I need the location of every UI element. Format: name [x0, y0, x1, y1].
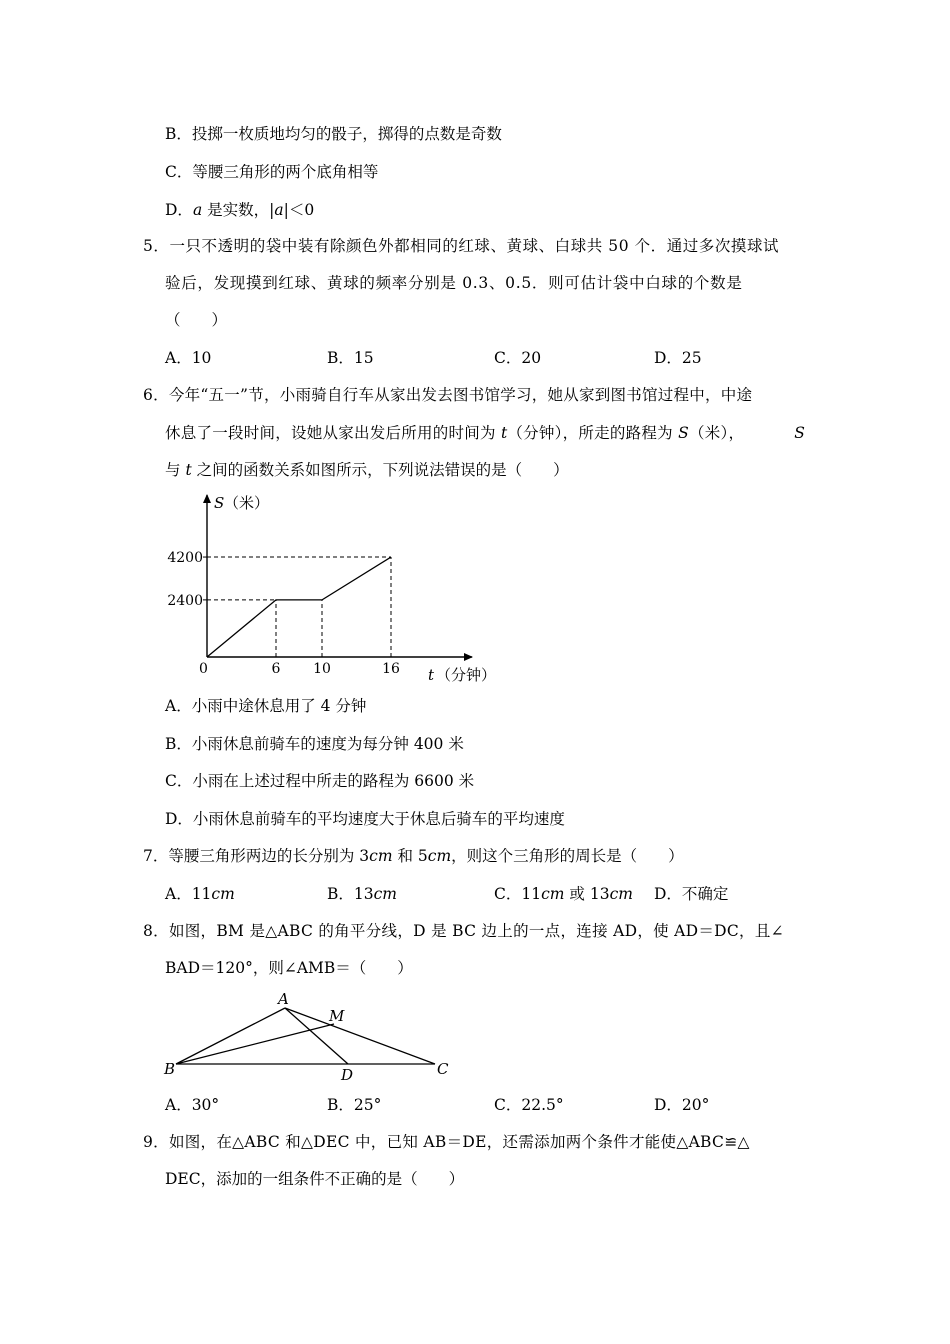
q7-option-d: D．不确定 — [654, 885, 729, 903]
q5-option-c: C．20 — [494, 349, 542, 367]
label-a: A — [278, 990, 289, 1008]
q6-stem-line3: 与 t 之间的函数关系如图所示，下列说法错误的是（ ） — [165, 461, 569, 479]
q5-stem-line2: 验后，发现摸到红球、黄球的频率分别是 0.3、0.5．则可估计袋中白球的个数是 — [165, 274, 743, 292]
q8-option-d: D．20° — [654, 1096, 710, 1114]
x-axis-label-var: t — [428, 666, 435, 684]
q5-stem-line1: 5．一只不透明的袋中装有除颜色外都相同的红球、黄球、白球共 50 个．通过多次摸球试 — [143, 237, 780, 255]
distance-time-chart — [167, 490, 497, 690]
q7-stem: 7．等腰三角形两边的长分别为 3cm 和 5cm，则这个三角形的周长是（ ） — [143, 847, 684, 865]
q4-option-b: B．投掷一枚质地均匀的骰子，掷得的点数是奇数 — [165, 125, 502, 143]
q8-option-a: A．30° — [165, 1096, 220, 1114]
q4-option-c: C．等腰三角形的两个底角相等 — [165, 163, 379, 181]
q6-stem-line1: 6．今年“五一”节，小雨骑自行车从家出发去图书馆学习，她从家到图书馆过程中，中途 — [143, 386, 753, 404]
label-m: M — [329, 1007, 345, 1025]
y-tick-label-2400: 2400 — [167, 592, 203, 609]
triangle-figure — [160, 988, 460, 1083]
q7-option-b: B．13cm — [327, 885, 398, 903]
segment-ac — [285, 1008, 435, 1064]
label-b: B — [164, 1060, 176, 1078]
q6-option-a: A．小雨中途休息用了 4 分钟 — [165, 697, 367, 715]
y-axis-label-var: S — [214, 494, 225, 512]
q5-option-a: A．10 — [165, 349, 212, 367]
q8-stem-line2: BAD＝120°，则∠AMB＝（ ） — [165, 959, 413, 977]
q8-option-c: C．22.5° — [494, 1096, 564, 1114]
q6-option-b: B．小雨休息前骑车的速度为每分钟 400 米 — [165, 735, 464, 753]
x-tick-label-6: 6 — [271, 661, 281, 677]
x-tick-label-10: 10 — [313, 661, 331, 677]
q9-stem-line1: 9．如图，在△ABC 和△DEC 中，已知 AB＝DE，还需添加两个条件才能使△ABC≌△ — [143, 1133, 750, 1151]
q4-option-d: D．a 是实数，|a|＜0 — [165, 201, 315, 219]
series-line — [207, 557, 391, 657]
label-d: D — [341, 1066, 354, 1084]
y-axis-label-unit: （米） — [224, 494, 270, 512]
q9-stem-line2: DEC，添加的一组条件不正确的是（ ） — [165, 1170, 465, 1188]
q8-option-b: B．25° — [327, 1096, 382, 1114]
q6-option-c: C．小雨在上述过程中所走的路程为 6600 米 — [165, 772, 475, 790]
segment-bm — [176, 1024, 334, 1064]
y-tick-label-4200: 4200 — [167, 550, 203, 567]
x-axis-label-unit: （分钟） — [436, 666, 497, 684]
segment-ab — [176, 1008, 285, 1064]
q5-stem-line3: （ ） — [165, 311, 228, 329]
q6-option-d: D．小雨休息前骑车的平均速度大于休息后骑车的平均速度 — [165, 810, 565, 828]
q8-stem-line1: 8．如图，BM 是△ABC 的角平分线，D 是 BC 边上的一点，连接 AD，使 AD＝DC，且∠ — [143, 922, 784, 940]
q6-stem-line2: 休息了一段时间，设她从家出发后所用的时间为 t（分钟），所走的路程为 S（米）， S — [165, 424, 806, 442]
label-c: C — [437, 1060, 449, 1078]
origin-label: 0 — [199, 661, 208, 677]
q5-option-b: B．15 — [327, 349, 374, 367]
q5-option-d: D．25 — [654, 349, 702, 367]
q7-option-c: C．11cm 或 13cm — [494, 885, 633, 903]
x-tick-label-16: 16 — [382, 661, 400, 677]
q7-option-a: A．11cm — [165, 885, 235, 903]
